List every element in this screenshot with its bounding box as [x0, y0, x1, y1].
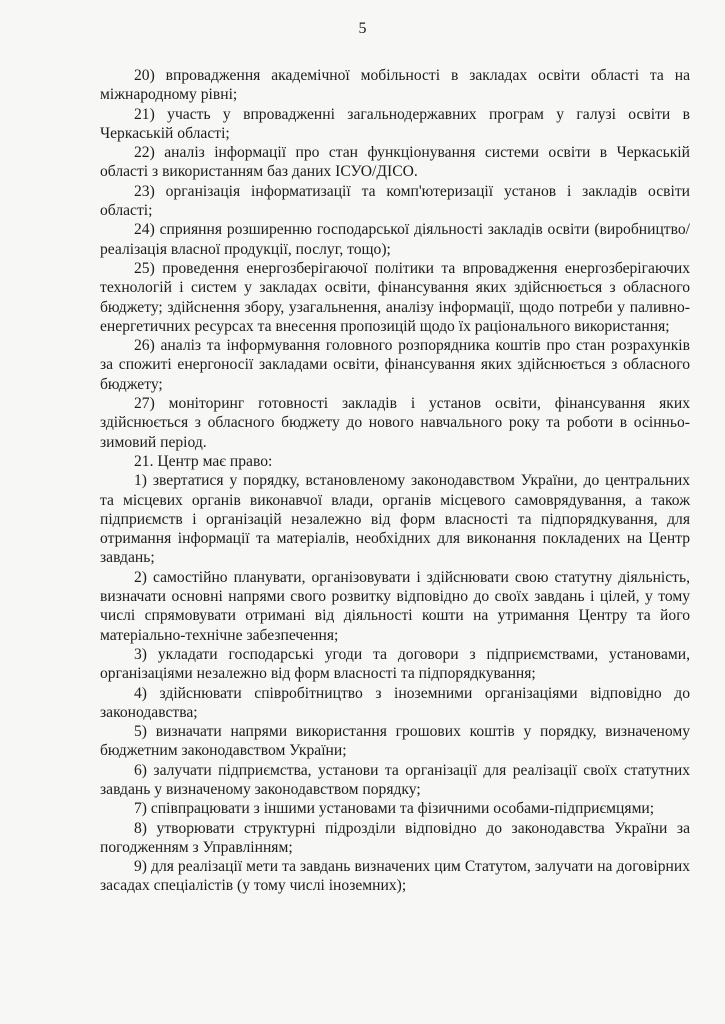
list-item: 20) впровадження академічної мобільності в закладах освіти області та на міжнародному рівні; — [100, 67, 690, 104]
list-item: 23) організація інформатизації та комп'ютеризації установ і закладів освіти області; — [100, 182, 690, 220]
page-number: 5 — [358, 20, 367, 37]
section-heading: 21. Центр має право: — [134, 452, 273, 470]
list-item: 24) сприяння розширенню господарської діяльності закладів освіти (виробництво/реалізація власної продукції, послуг, тощо); — [100, 221, 690, 258]
list-item: 25) проведення енергозберігаючої політики та впровадження енергозберігаючих технологій і систем у закладах освіти, фінансування яких здійснюється з обласного бюджету; здійснення збору, узагальнення, аналізу інформації, щодо потреби у паливно-енергетичних ресурсах та внесення пропозицій щодо їх раціонального використання; — [100, 259, 690, 335]
right-item: 5) визначати напрями використання грошових коштів у порядку, визначеному бюджетним законодавством України; — [100, 723, 690, 760]
right-item: 7) співпрацювати з іншими установами та фізичними особами-підприємцями; — [134, 800, 655, 818]
right-item: 4) здійснювати співробітництво з іноземними організаціями відповідно до законодавства; — [100, 684, 690, 721]
list-item: 21) участь у впровадженні загальнодержавних програм у галузі освіти в Черкаській області; — [100, 105, 690, 142]
right-item: 6) залучати підприємства, установи та організації для реалізації своїх статутних завдань у визначеному законодавством порядку; — [100, 761, 690, 798]
document-body — [100, 66, 690, 896]
list-item: 26) аналіз та інформування головного розпорядника коштів про стан розрахунків за спожиті енергоносії закладами освіти, фінансування яких здійснюється з обласного бюджету; — [100, 337, 690, 393]
right-item: 1) звертатися у порядку, встановленому законодавством України, до центральних та місцевих органів виконавчої влади, органів місцевого самоврядування, а також підприємств і організацій незалежно від форм власності та підпорядкування, для отримання інформації та матеріалів, необхідних для виконання покладених на Центр завдань; — [100, 472, 690, 567]
right-item: 9) для реалізації мети та завдань визначених цим Статутом, залучати на договірних засадах спеціалістів (у тому числі іноземних); — [100, 858, 690, 895]
right-item: 3) укладати господарські угоди та договори з підприємствами, установами, організаціями незалежно від форм власності та підпорядкування; — [100, 645, 690, 683]
list-item: 22) аналіз інформації про стан функціонування системи освіти в Черкаській області з використанням баз даних ІСУО/ДІСО. — [100, 144, 690, 181]
right-item: 8) утворювати структурні підрозділи відповідно до законодавства України за погодженням з Управлінням; — [100, 819, 690, 856]
right-item: 2) самостійно планувати, організовувати і здійснювати свою статутну діяльність, визначати основні напрями свого розвитку відповідно до своїх завдань і цілей, у тому числі спрямовувати отримані від діяльності кошти на утримання Центру та його матеріально-технічне забезпечення; — [100, 568, 690, 644]
list-item: 27) моніторинг готовності закладів і установ освіти, фінансування яких здійснюється з обласного бюджету до нового навчального року та роботи в осінньо-зимовий період. — [100, 395, 690, 451]
